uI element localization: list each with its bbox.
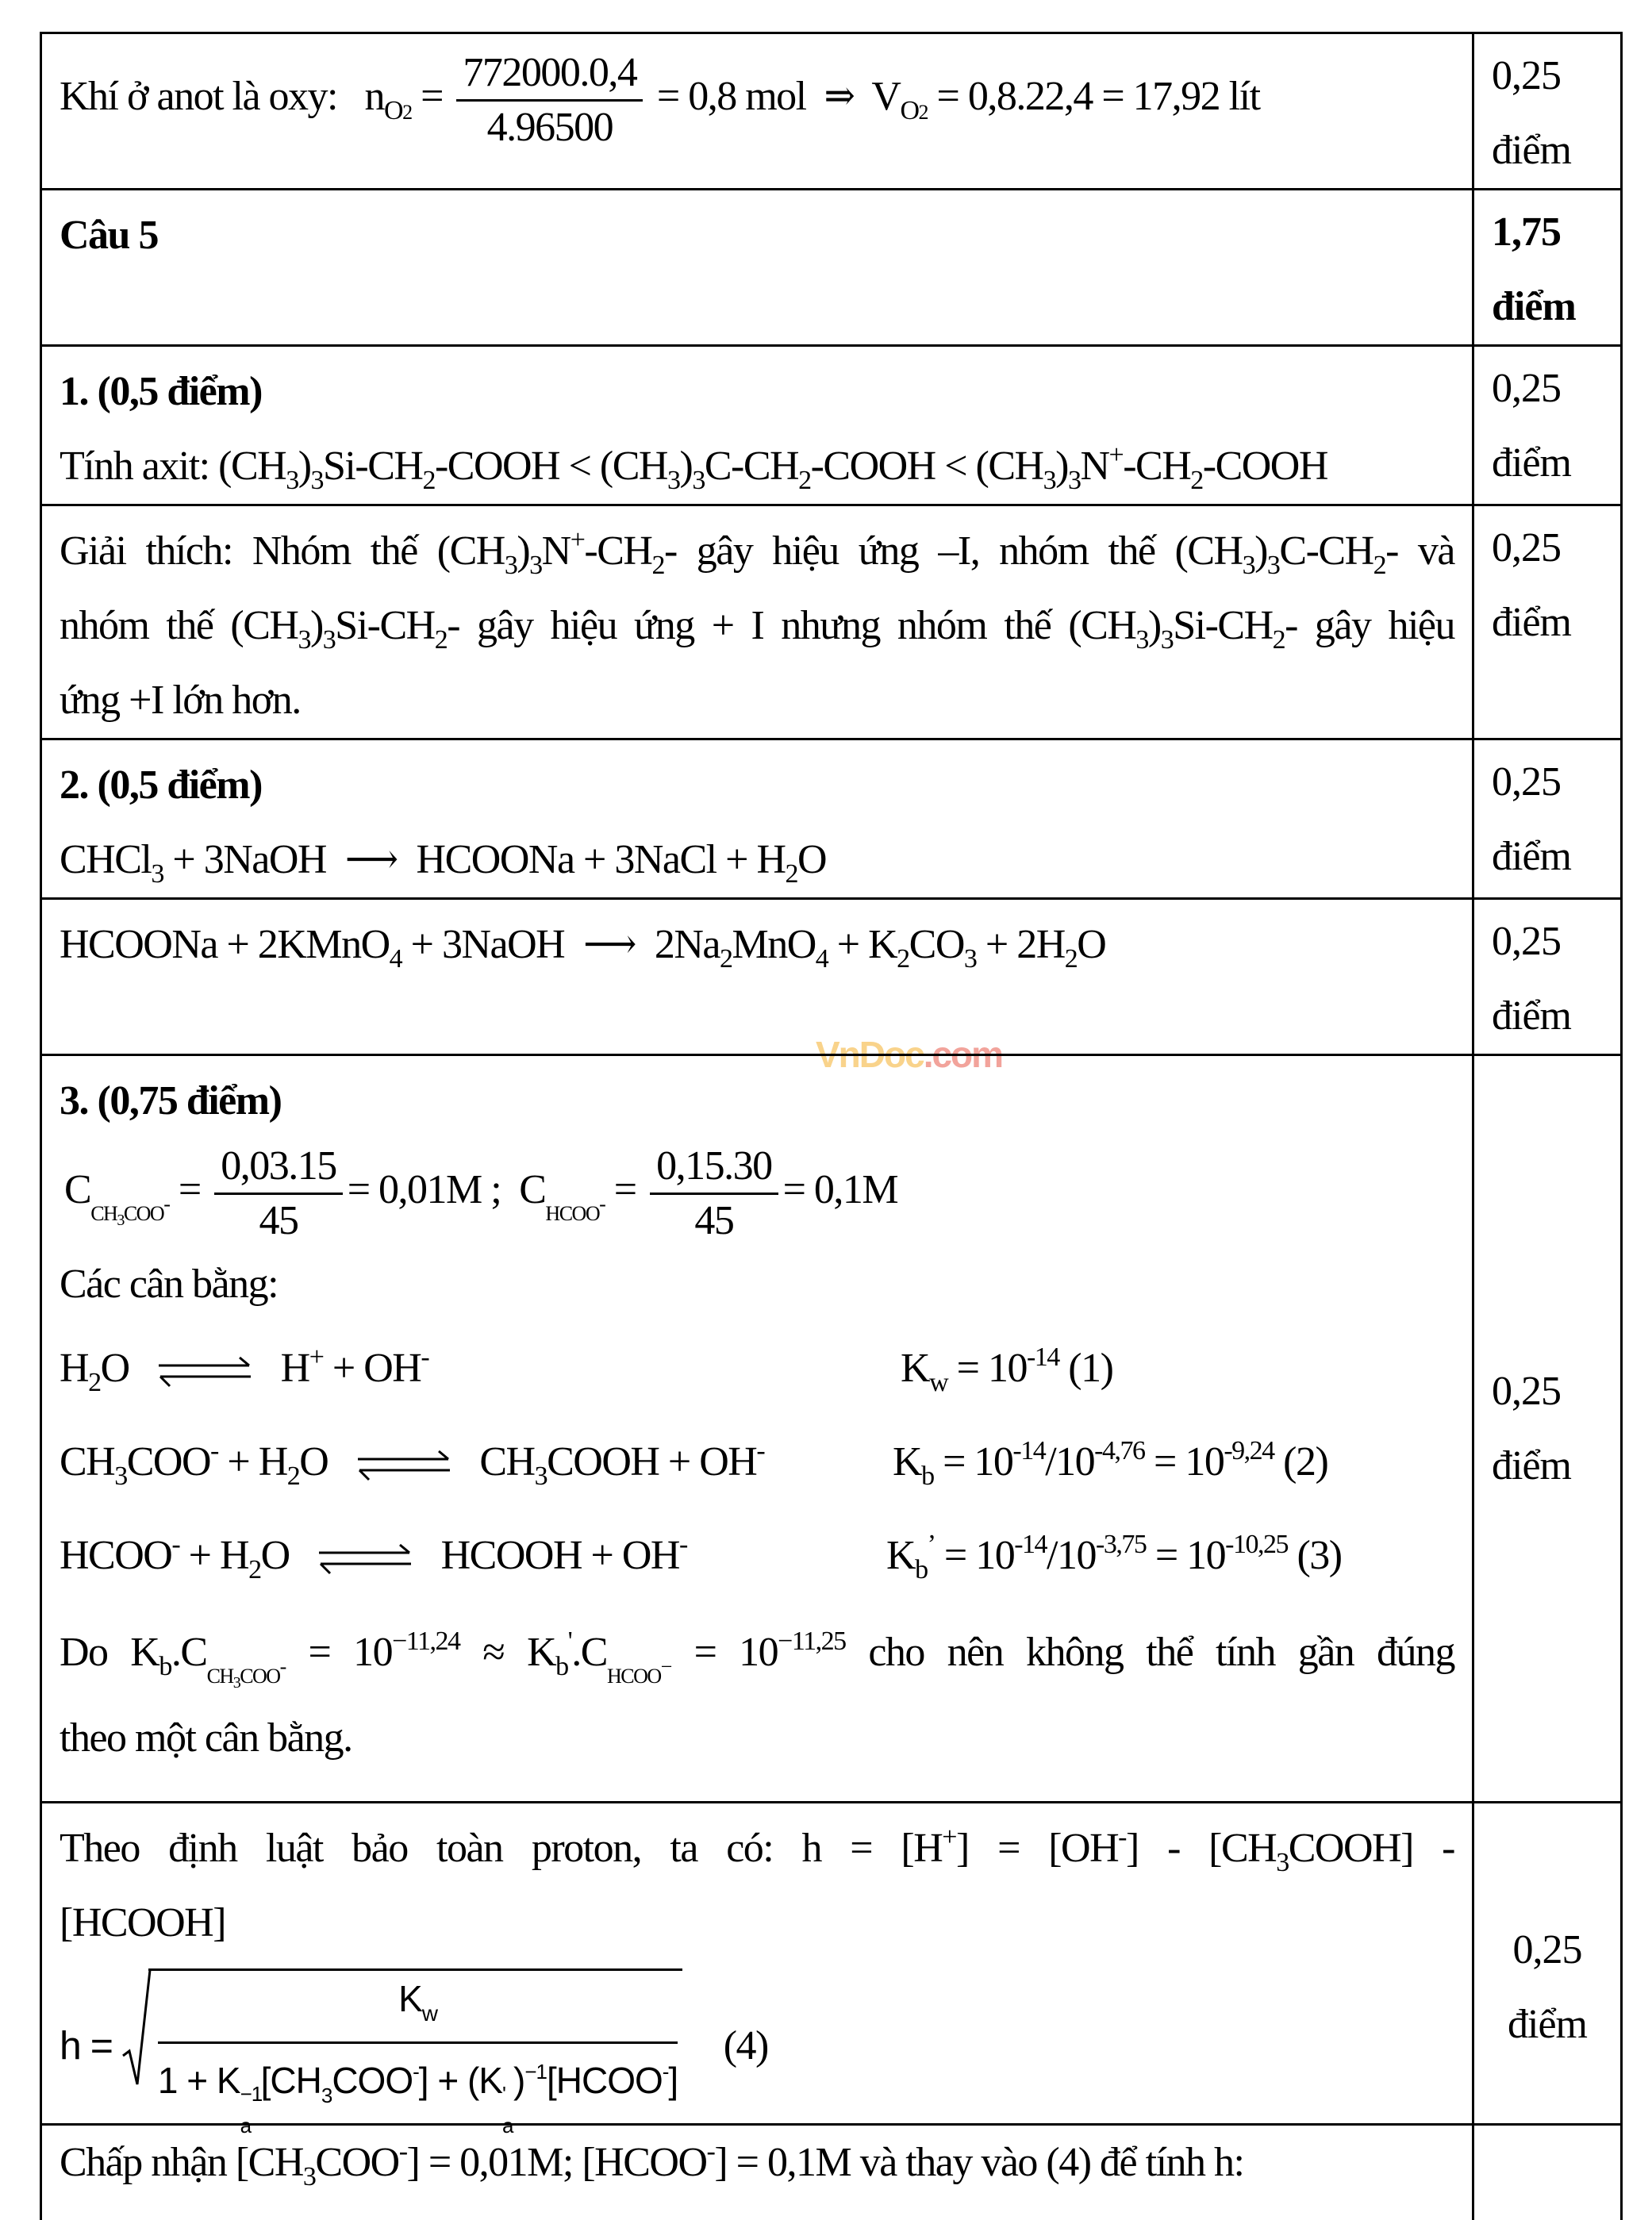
text-fragment: H <box>60 1345 89 1391</box>
text-fragment: 3 <box>321 2084 332 2107</box>
content-cell <box>41 33 1473 190</box>
table-row <box>41 1803 1622 2125</box>
text-fragment: + 3NaOH <box>401 922 565 967</box>
text-fragment: -CH <box>1123 444 1191 489</box>
text-fragment: - <box>599 1193 605 1216</box>
text-fragment: 2Na <box>654 922 720 967</box>
text-fragment: h = <box>60 2023 113 2068</box>
text-fragment: = 10 <box>1146 1532 1226 1578</box>
text-fragment: K <box>901 1345 930 1391</box>
text-fragment: 4 <box>815 944 828 974</box>
text-fragment: CHCl <box>60 837 152 882</box>
text-fragment: 3 <box>504 551 517 580</box>
text-fragment: 2 <box>88 1367 101 1397</box>
equilibrium-1 <box>60 1322 1454 1415</box>
acidity-section <box>42 347 1472 504</box>
text-fragment: CH <box>479 1438 535 1484</box>
text-fragment: a <box>501 2114 513 2137</box>
text-fragment: điểm <box>1508 2001 1587 2047</box>
text-fragment: Do K <box>60 1629 159 1675</box>
text-fragment: (2) <box>1274 1438 1328 1484</box>
text-fragment: 3 <box>117 1212 124 1229</box>
points-value <box>1474 1865 1620 2062</box>
acidity-order <box>60 429 1454 504</box>
equilibrium-3 <box>60 1509 1454 1603</box>
text-fragment: ) <box>1147 603 1161 648</box>
content-cell <box>41 739 1473 899</box>
text-fragment: = 10 <box>285 1629 393 1675</box>
text-fragment: 3 <box>1067 466 1081 495</box>
text-fragment: - <box>678 1529 687 1559</box>
text-fragment: 45 <box>694 1197 734 1243</box>
text-fragment: nhóm thế (CH <box>60 603 298 648</box>
text-fragment: O <box>900 96 919 125</box>
equilibrium-arrow-icon <box>317 1543 413 1575</box>
text-fragment: - <box>279 1654 286 1678</box>
text-fragment: − <box>660 1654 671 1678</box>
text-fragment: [HCOO <box>546 2060 663 2101</box>
text-fragment: O <box>797 837 827 882</box>
fraction <box>650 1140 778 1247</box>
reaction-section-2 <box>42 740 1472 897</box>
text-fragment: 3 <box>1043 466 1056 495</box>
text-fragment: 3 <box>1266 551 1280 580</box>
points-cell <box>1473 190 1622 346</box>
text-fragment: O <box>100 1345 129 1391</box>
approximation-note <box>60 1603 1454 1703</box>
text-fragment: COO <box>332 2060 413 2101</box>
text-fragment: COOH + OH <box>547 1438 757 1484</box>
text-fragment: O <box>260 1532 290 1578</box>
text-fragment: điểm <box>1492 600 1571 645</box>
text-fragment: -14 <box>1014 1529 1047 1559</box>
section-heading: 2. (0,5 điểm) <box>60 762 262 808</box>
text-fragment: 0,25 <box>1492 366 1561 411</box>
text-fragment: MnO <box>732 922 816 967</box>
square-root <box>121 1968 682 2137</box>
text-fragment: C <box>519 1167 546 1212</box>
text-fragment: 2 <box>286 1461 300 1491</box>
text-fragment: 3 <box>151 859 163 889</box>
text-fragment: ) <box>1055 444 1068 489</box>
points-value <box>1474 34 1620 188</box>
text-fragment: = 0,01M ; <box>347 1167 501 1212</box>
text-fragment: ứng +I lớn hơn. <box>60 678 301 723</box>
text-fragment: 0,25 <box>1512 1926 1582 1972</box>
text-fragment: CO <box>909 922 964 967</box>
text-fragment: COO <box>240 1664 280 1688</box>
text-fragment: - gây hiệu <box>1285 603 1454 648</box>
text-fragment: 2 <box>918 101 928 124</box>
text-fragment: ) <box>513 2060 525 2101</box>
text-fragment: 3 <box>667 466 680 495</box>
text-fragment: - <box>421 1342 429 1372</box>
points-cell <box>1473 899 1622 1055</box>
content-cell <box>41 505 1473 739</box>
text-fragment: Si-CH <box>323 444 423 489</box>
oxygen-calculation: Khí ở anot là oxy: $n_{O2}$ = $\frac{772000.0,4}{4.96500}$ = 0,8 mol ⇒ $V_{O2} = 0,8.22,4 = 17,92$ lít <box>42 34 1472 156</box>
text-fragment: ] = 0,01M; [HCOO <box>406 2140 707 2185</box>
text-fragment: Khí ở anot là oxy: <box>60 74 337 119</box>
text-fragment: 2 <box>248 1554 261 1584</box>
equilibrium-section <box>42 1056 1472 1774</box>
text-fragment: ' <box>567 1626 572 1656</box>
text-fragment: -9,24 <box>1224 1435 1274 1465</box>
text-fragment: = 0,8.22,4 = 17,92 lít <box>936 74 1260 119</box>
text-fragment: 0,03.15 <box>214 1140 343 1195</box>
text-fragment: ’ <box>927 1529 935 1559</box>
text-fragment: + 3NaOH <box>163 837 326 882</box>
text-fragment: 1 + K <box>157 2060 240 2101</box>
text-fragment: n <box>364 74 384 119</box>
content-cell <box>41 1055 1473 1803</box>
text-fragment: ) <box>309 603 323 648</box>
points-cell <box>1473 739 1622 899</box>
text-fragment: 0,25 <box>1492 919 1561 964</box>
text-fragment: 3 <box>692 466 705 495</box>
reaction-arrow-icon: ⟶ <box>583 922 636 967</box>
text-fragment: COOH] - <box>1288 1826 1454 1871</box>
text-fragment: HCOONa + 2KMnO <box>60 922 390 967</box>
text-fragment: 3 <box>534 1461 547 1491</box>
text-fragment: 3 <box>114 1461 127 1491</box>
text-fragment: C <box>64 1167 91 1212</box>
text-fragment: C-CH <box>704 444 799 489</box>
text-fragment: 3 <box>1242 551 1255 580</box>
text-fragment: 0,25 <box>1492 53 1561 98</box>
text-fragment: = 10 <box>947 1345 1027 1391</box>
explanation <box>42 506 1472 738</box>
text-fragment: ' <box>501 2082 505 2106</box>
text-fragment: 3 <box>529 551 542 580</box>
text-fragment: ] + (K <box>418 2060 502 2101</box>
text-fragment: 0,25 <box>1492 1368 1561 1414</box>
chemical-equation <box>42 900 1472 982</box>
text-fragment: C-CH <box>1279 528 1373 574</box>
text-fragment: 2 <box>719 944 732 974</box>
text-fragment: 2 <box>1190 466 1203 495</box>
text-fragment: ) <box>679 444 693 489</box>
points-value <box>1474 1354 1620 1504</box>
text-fragment: (4) <box>723 2023 768 2068</box>
text-fragment: + <box>942 1822 956 1852</box>
text-fragment: −11,24 <box>392 1626 460 1656</box>
text-fragment: -COOH < (CH <box>810 444 1043 489</box>
question-title: Câu 5 <box>60 213 158 258</box>
chemical-equation <box>60 823 1454 897</box>
text-fragment: H <box>280 1345 309 1391</box>
text-fragment: K <box>886 1532 916 1578</box>
text-fragment: điểm <box>1492 284 1576 329</box>
text-fragment: ) <box>298 444 311 489</box>
points-value <box>1474 347 1620 501</box>
text-fragment: 2 <box>785 859 797 889</box>
text-fragment: b <box>555 1651 568 1681</box>
text-fragment: -4,76 <box>1094 1435 1145 1465</box>
text-fragment: 4.96500 <box>486 104 613 150</box>
text-fragment: COO <box>126 1438 211 1484</box>
grading-table <box>40 32 1623 2220</box>
text-fragment: N <box>1080 444 1109 489</box>
points-cell <box>1473 346 1622 505</box>
points-value <box>1474 506 1620 660</box>
table-row <box>41 739 1622 899</box>
text-fragment: VnDoc <box>816 1034 924 1075</box>
equilibrium-arrow-icon <box>356 1450 451 1481</box>
text-fragment: = 10 <box>670 1629 778 1675</box>
text-fragment: w <box>421 2001 438 2026</box>
text-fragment: - <box>413 2060 419 2084</box>
text-fragment: + <box>309 1342 324 1372</box>
text-fragment: - <box>706 2137 715 2166</box>
text-fragment: V <box>871 74 901 119</box>
text-fragment: -10,25 <box>1225 1529 1288 1559</box>
text-fragment: + K <box>828 922 897 967</box>
text-fragment: COO <box>315 2140 399 2185</box>
fraction <box>214 1140 343 1247</box>
text-fragment: −1 <box>524 2060 547 2084</box>
text-fragment: COO <box>123 1202 164 1225</box>
text-fragment: b <box>159 1651 171 1681</box>
text-fragment: Si-CH <box>1173 603 1273 648</box>
reaction-arrow-icon: ⟶ <box>344 837 398 882</box>
text-fragment: a <box>240 2114 252 2137</box>
text-fragment: −11,25 <box>778 1626 846 1656</box>
points-cell <box>1473 33 1622 190</box>
table-row <box>41 2125 1622 2220</box>
text-fragment: 2 <box>897 944 909 974</box>
table-row <box>41 190 1622 346</box>
text-fragment: Tính axit: (CH <box>60 444 286 489</box>
text-fragment: Si-CH <box>335 603 435 648</box>
text-fragment: 4 <box>389 944 402 974</box>
text-fragment: .C <box>571 1629 607 1675</box>
text-fragment: 2 <box>651 551 664 580</box>
text-fragment: điểm <box>1492 128 1571 173</box>
text-fragment: - và <box>1385 528 1455 574</box>
text-fragment: = 0,1M <box>782 1167 898 1212</box>
text-fragment: + <box>1108 440 1124 470</box>
text-fragment: (3) <box>1287 1532 1342 1578</box>
sqrt-icon <box>121 1968 153 2087</box>
text-fragment: CH <box>60 1438 115 1484</box>
text-fragment: ] = [OH <box>955 1826 1119 1871</box>
text-fragment: O <box>384 96 403 125</box>
table-row <box>41 33 1622 190</box>
text-fragment: - <box>163 1193 170 1216</box>
text-fragment: Theo định luật bảo toàn proton, ta có: h = [H <box>60 1826 943 1871</box>
text-fragment: 2 <box>434 625 448 655</box>
text-fragment: 2 <box>798 466 811 495</box>
text-fragment: 2 <box>1272 625 1285 655</box>
text-fragment: HCOO <box>545 1202 600 1225</box>
points-cell <box>1473 1803 1622 2125</box>
text-fragment: Chấp nhận [CH <box>60 2140 303 2185</box>
text-fragment: - <box>662 2060 669 2084</box>
text-fragment: 3 <box>963 944 977 974</box>
text-fragment: -COOH <box>1202 444 1327 489</box>
text-fragment: + H <box>217 1438 287 1484</box>
content-cell <box>41 2125 1473 2220</box>
equilibrium-2 <box>60 1415 1454 1509</box>
implies-symbol: ⇒ <box>824 74 855 119</box>
points-value <box>1474 900 1620 1054</box>
table-row <box>41 899 1622 1055</box>
text-fragment: + OH <box>323 1345 421 1391</box>
text-fragment: 0,25 <box>1492 525 1561 570</box>
text-fragment: [CH <box>260 2060 321 2101</box>
content-cell <box>41 190 1473 346</box>
text-fragment: - <box>171 1529 180 1559</box>
text-fragment: - <box>1118 1822 1126 1852</box>
text-fragment: O <box>1077 922 1106 967</box>
text-fragment: + 2H <box>976 922 1065 967</box>
text-fragment: = 10 <box>933 1438 1013 1484</box>
text-fragment: −1 <box>240 2082 263 2106</box>
text-fragment: -14 <box>1026 1342 1059 1372</box>
text-fragment: 3 <box>1135 625 1148 655</box>
text-fragment: ] = 0,1M và thay vào (4) để tính h: <box>714 2140 1244 2185</box>
text-fragment: ) <box>517 528 530 574</box>
text-fragment: 45 <box>259 1197 298 1243</box>
section-heading: 3. (0,75 điểm) <box>60 1078 282 1123</box>
concentration-calculation: $C_{CH_3COO-}$ = $\frac{0,03.15}{45}$ = 0,01M ; $C_{HCOO-}$ = $\frac{0,15.30}{45}$ = 0,1M <box>60 1139 1454 1247</box>
text-fragment: ≈ K <box>459 1629 556 1675</box>
text-fragment: [HCOOH] <box>60 1900 226 1945</box>
text-fragment: HCOONa + 3NaCl + H <box>416 837 786 882</box>
text-fragment: w <box>929 1367 948 1397</box>
text-fragment: HCOOH + OH <box>440 1532 679 1578</box>
text-fragment: 0,25 <box>1492 759 1561 805</box>
points-cell <box>1473 505 1622 739</box>
substitution-note <box>42 2126 1472 2200</box>
text-fragment: .com <box>923 1034 1003 1075</box>
text-fragment: = 10 <box>935 1532 1015 1578</box>
fraction <box>456 47 643 154</box>
text-fragment: 3 <box>232 1673 240 1692</box>
text-fragment: (1) <box>1058 1345 1113 1391</box>
text-fragment: 2 <box>402 101 412 124</box>
equilibria-label: Các cân bằng: <box>60 1261 279 1307</box>
text-fragment: = 10 <box>1144 1438 1224 1484</box>
text-fragment: 772000.0,4 <box>456 47 643 102</box>
text-fragment: -14 <box>1012 1435 1046 1465</box>
text-fragment: 3 <box>1276 1848 1289 1877</box>
text-fragment: 3 <box>302 2162 316 2191</box>
text-fragment: 0,15.30 <box>650 1140 778 1195</box>
points-value <box>1474 190 1620 344</box>
text-fragment: K <box>893 1438 922 1484</box>
text-fragment: cho nên không thể tính gần đúng <box>868 1629 1455 1675</box>
text-fragment: + <box>570 525 585 555</box>
text-fragment: 3 <box>298 625 310 655</box>
text-fragment: K <box>398 1978 422 2019</box>
text-fragment: ] - [CH <box>1125 1826 1277 1871</box>
text-fragment: HCOO <box>60 1532 172 1578</box>
text-fragment: Giải thích: Nhóm thế (CH <box>60 528 505 574</box>
section-heading: 1. (0,5 điểm) <box>60 369 262 414</box>
text-fragment: CH <box>206 1664 233 1688</box>
points-value <box>1474 740 1620 894</box>
text-fragment: 2 <box>1373 551 1386 580</box>
text-fragment: b <box>915 1554 928 1584</box>
content-cell <box>41 346 1473 505</box>
text-fragment: điểm <box>1492 440 1571 486</box>
text-fragment: - <box>756 1435 765 1465</box>
text-fragment: -COOH < (CH <box>434 444 667 489</box>
content-cell <box>41 899 1473 1055</box>
table-row <box>41 505 1622 739</box>
text-fragment: CH <box>90 1202 117 1225</box>
content-cell <box>41 1803 1473 2137</box>
h-formula <box>60 1968 1454 2137</box>
text-fragment: - <box>210 1435 218 1465</box>
text-fragment: điểm <box>1492 993 1571 1039</box>
equilibrium-arrow-icon <box>157 1356 252 1388</box>
text-fragment: 3 <box>286 466 298 495</box>
text-fragment: theo một cân bằng. <box>60 1715 352 1761</box>
text-fragment: ) <box>1254 528 1267 574</box>
table-row <box>41 346 1622 505</box>
text-fragment: - <box>398 2137 407 2166</box>
text-fragment: .C <box>171 1629 207 1675</box>
text-fragment: b <box>921 1461 934 1491</box>
text-fragment: điểm <box>1492 834 1571 879</box>
text-fragment: 2 <box>1064 944 1078 974</box>
points-cell <box>1473 1055 1622 1803</box>
text-fragment: -CH <box>584 528 652 574</box>
points-cell <box>1473 2125 1622 2220</box>
text-fragment: 1,75 <box>1492 209 1561 255</box>
text-fragment: -3,75 <box>1096 1529 1147 1559</box>
text-fragment: ] <box>668 2060 678 2101</box>
text-fragment: - gây hiệu ứng –I, nhóm thế (CH <box>663 528 1243 574</box>
text-fragment: - gây hiệu ứng + I nhưng nhóm thế (CH <box>447 603 1136 648</box>
proton-balance <box>42 1803 1472 2137</box>
text-fragment: + H <box>179 1532 249 1578</box>
text-fragment: N <box>541 528 571 574</box>
text-fragment: 3 <box>1160 625 1174 655</box>
table-row <box>41 1055 1622 1803</box>
text-fragment: O <box>299 1438 328 1484</box>
text-fragment: 3 <box>322 625 336 655</box>
text-fragment: = 0,8 mol <box>656 74 806 119</box>
text-fragment: 3 <box>310 466 324 495</box>
text-fragment: /10 <box>1045 1438 1095 1484</box>
text-fragment: HCOO <box>606 1664 661 1688</box>
text-fragment: điểm <box>1492 1442 1571 1488</box>
text-fragment: 2 <box>422 466 435 495</box>
text-fragment: /10 <box>1047 1532 1096 1578</box>
